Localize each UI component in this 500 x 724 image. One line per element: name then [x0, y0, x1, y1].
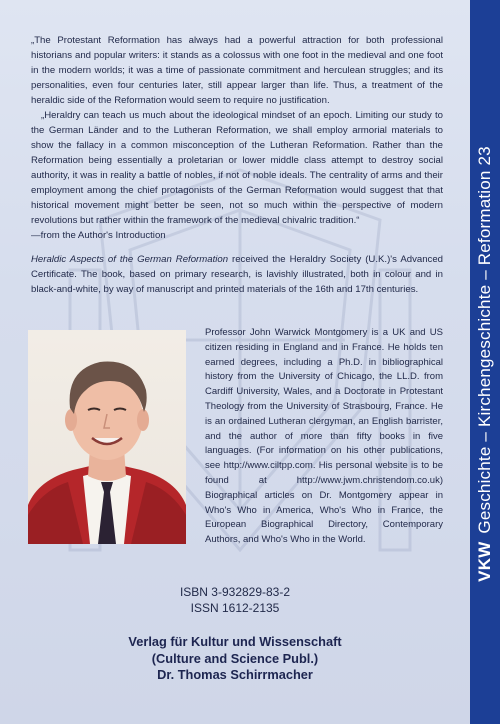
- publisher-english-name: (Culture and Science Publ.): [151, 650, 319, 666]
- author-photo: [28, 330, 186, 544]
- author-portrait-image: [28, 330, 186, 544]
- quote-paragraph-1: „The Protestant Reformation has always had a powerful attraction for both professional historians and popular writers: it stands as a colossus with one foot in the medieval and one foot in the modern worlds; it was a time of passionate commitment and herculean struggles; and its personalities, even four centuries later, still appear larger than life. Thus, a treatment of the heraldic side of the Reformation would seem to require no justification.: [31, 35, 443, 106]
- issn: ISSN 1612-2135: [190, 601, 280, 615]
- spine-label: [475, 146, 495, 582]
- author-introduction-quote: [31, 33, 443, 243]
- quote-attribution: —from the Author's Introduction: [31, 230, 166, 241]
- spine-brand: VKW: [475, 541, 494, 582]
- author-biography: Professor John Warwick Montgomery is a UK and US citizen residing in England and in France. He holds ten earned degrees, including a Ph.D. in bibliographical history from the University of Chicago, the LL.D. from Cardiff University, Wales, and a Doctorate in Protestant Theology from the University of Strasbourg, France. He is an ordained Lutheran clergyman, an English barrister, and the author of more than fifty books in five languages. (For information on his other publications, see http://www.ciltpp.com. His personal website is to be found at http://www.jwm.christendom.co.uk) Biographical articles on Dr. Montgomery appear in Who's Who in America, Who's Who in France, the European Biographical Directory, Contemporary Authors, and Who's Who in the World.: [205, 327, 443, 546]
- isbn: ISBN 3-932829-83-2: [179, 585, 291, 599]
- publisher-owner: Dr. Thomas Schirrmacher: [157, 667, 313, 682]
- book-blurb: [31, 252, 443, 297]
- spine-strip: [470, 0, 500, 724]
- blurb-text: received the Heraldry Society (U.K.)'s Advanced Certificate. The book, based on primary research, is lavishly illustrated, both in colour and in black-and-white, by way of manuscript and printed materials of the 16th and 17th centuries.: [31, 254, 444, 295]
- publisher-block: [0, 634, 470, 684]
- publisher-name: Verlag für Kultur und Wissenschaft: [128, 634, 342, 649]
- spine-series-title: Geschichte – Kirchengeschichte – Reformation 23: [475, 146, 494, 534]
- book-identifiers: [0, 584, 470, 616]
- book-title: Heraldic Aspects of the German Reformation: [31, 254, 229, 265]
- quote-paragraph-2: „Heraldry can teach us much about the ideological mindset of an epoch. Limiting our study to the German Länder and to the Lutheran Reformation, we shall employ armorial materials to show the fallacy in a common misconception of the Lutheran Reformation. Rather than the Reformation being essentially a proletarian or lower middle class attempt to destroy social authority, it was in reality a battle of nobles, if not of noble ideals. The centrality of arms and their employment among the chief protagonists of the German Reformation would suggest that that historical movement might better be seen, not so much within the perspective of modern revolutions but rather within the framework of the medieval chivalric tradition.“: [31, 110, 443, 226]
